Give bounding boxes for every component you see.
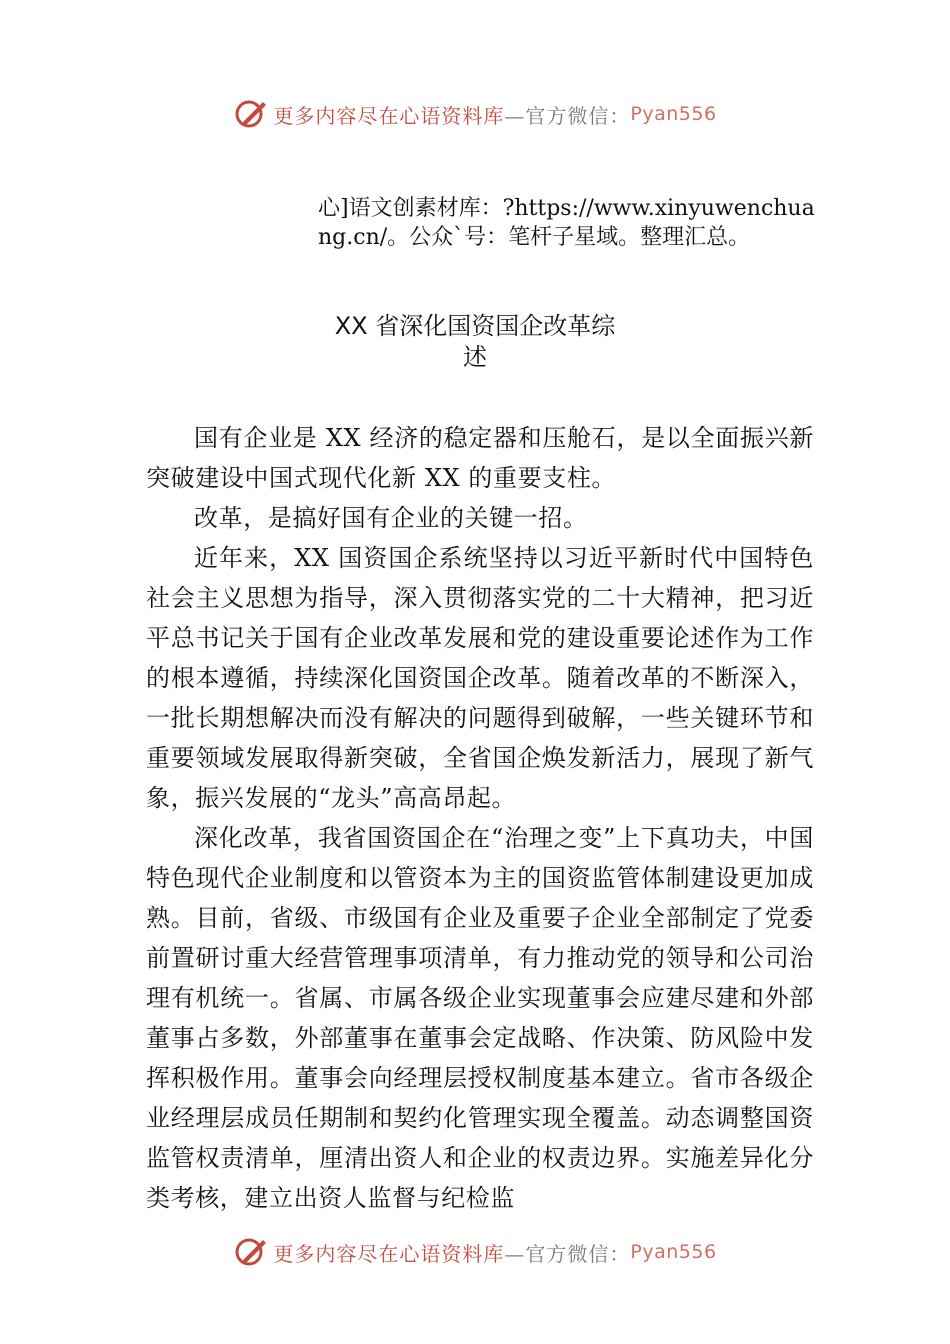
title-line-2: 述 xyxy=(463,343,487,371)
document-title xyxy=(200,311,750,373)
banner-text-red: 更多内容尽在心语资料库 xyxy=(273,103,505,128)
banner-text-grey: —官方微信： xyxy=(504,1241,631,1266)
paragraph: 深化改革，我省国资国企在“治理之变”上下真功夫，中国特色现代企业制度和以管资本为主的国资监管体制建设更加成熟。目前，省级、市级国有企业及重要子企业全部制定了党委前置研讨重大经营管理事项清单，有力推动党的领导和公司治理有机统一。省属、市属各级企业实现董事会应建尽建和外部董事占多数，外部董事在董事会定战略、作决策、防风险中发挥积极作用。董事会向经理层授权制度基本建立。省市各级企业经理层成员任期制和契约化管理实现全覆盖。动态调整国资监管权责清单，厘清出资人和企业的权责边界。实施差异化分类考核，建立出资人监督与纪检监 xyxy=(146,824,814,1212)
paragraph: 国有企业是 XX 经济的稳定器和压舱石，是以全面振兴新突破建设中国式现代化新 XX 的重要支柱。 xyxy=(146,424,814,492)
header-watermark-banner xyxy=(0,94,950,134)
title-line-1: XX 省深化国资国企改革综 xyxy=(334,312,616,340)
paragraph: 近年来，XX 国资国企系统坚持以习近平新时代中国特色社会主义思想为指导，深入贯彻落实党的二十大精神，把习近平总书记关于国有企业改革发展和党的建设重要论述作为工作的根本遵循，持续深化国资国企改革。随着改革的不断深入，一批长期想解决而没有解决的问题得到破解，一些关键环节和重要领域发展取得新突破，全省国企焕发新活力，展现了新气象，振兴发展的“龙头”高高昂起。 xyxy=(146,544,814,812)
document-body xyxy=(146,418,814,1218)
quill-logo-icon xyxy=(233,1234,269,1270)
footer-watermark-banner xyxy=(0,1232,950,1272)
banner-wechat-id: Pyan556 xyxy=(630,1241,717,1263)
banner-text-red: 更多内容尽在心语资料库 xyxy=(273,1241,505,1266)
banner-wechat-id: Pyan556 xyxy=(630,103,717,125)
source-note: 心]语文创素材库：?https://www.xinyuwenchuang.cn/。公众`号：笔杆子星域。整理汇总。 xyxy=(318,196,815,250)
banner-text-grey: —官方微信： xyxy=(504,103,631,128)
paragraph: 改革，是搞好国有企业的关键一招。 xyxy=(194,504,588,532)
quill-logo-icon xyxy=(233,96,269,132)
